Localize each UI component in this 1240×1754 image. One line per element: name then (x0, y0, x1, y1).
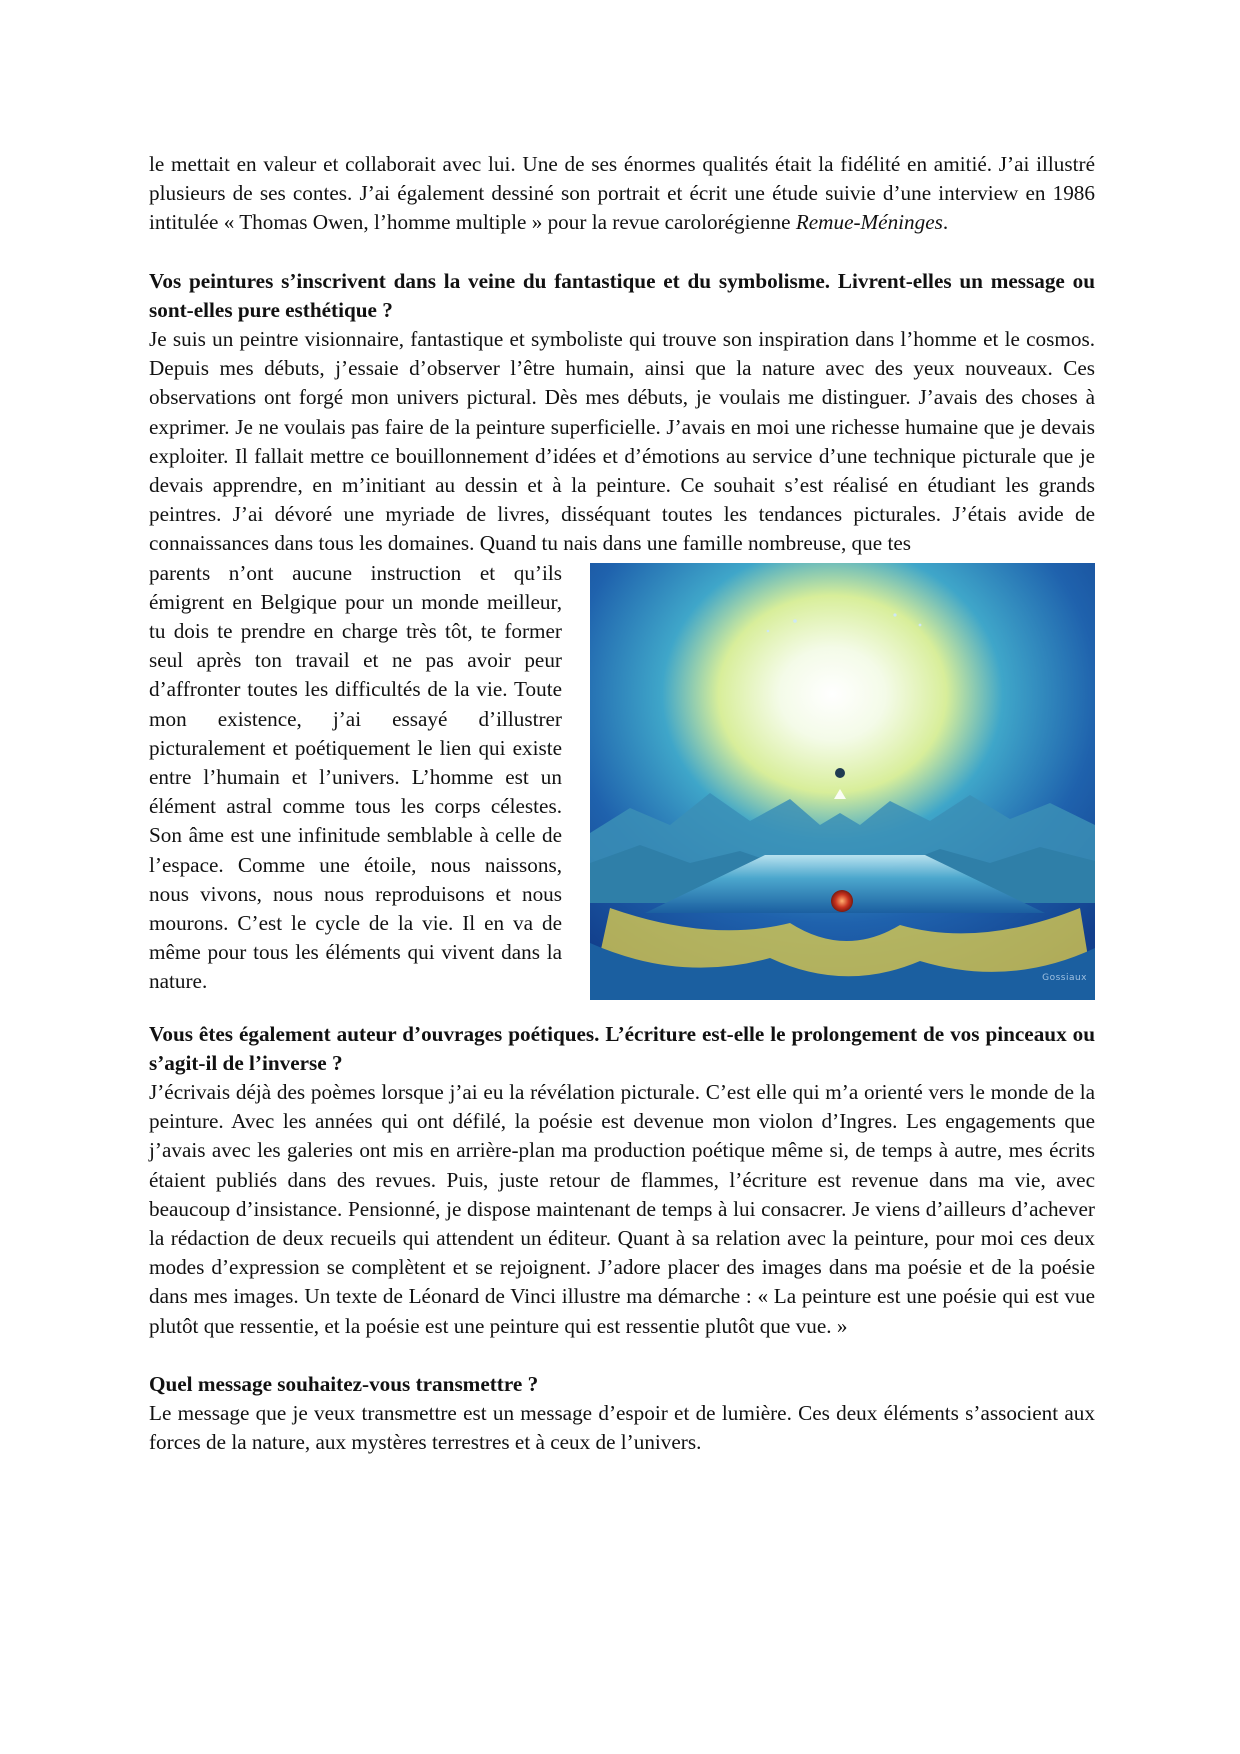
answer-poetry: J’écrivais déjà des poèmes lorsque j’ai eu la révélation picturale. C’est elle qui m’a orienté vers le monde de la peinture. Avec les années qui ont défilé, la poésie est devenue mon violon d’Ingres. Les engagements que j’avais avec les galeries ont mis en arrière-plan ma production poétique même si, de temps à autre, mes écrits étaient publiés dans des revues. Puis, juste retour de flammes, l’écriture est revenue dans ma vie, avec beaucoup d’insistance. Pensionné, je dispose maintenant de temps à lui consacrer. Je viens d’ailleurs d’achever la rédaction de deux recueils qui attendent un éditeur. Quant à sa relation avec la peinture, pour moi ces deux modes d’expression se complètent et se rejoignent. J’adore placer des images dans ma poésie et de la poésie dans mes images. Un texte de Léonard de Vinci illustre ma démarche : « La peinture est une poésie qui est vue plutôt que ressentie, et la poésie est une peinture qui est ressentie plutôt que vue. » (149, 1080, 1095, 1338)
journal-title: Remue-Méninges (795, 210, 943, 235)
star (767, 629, 770, 632)
answer-paintings-top: Je suis un peintre visionnaire, fantastique et symboliste qui trouve son inspiration dans l’homme et le cosmos. Depuis mes débuts, j’essaie d’observer l’être humain, ainsi que la nature avec des yeux nouveaux. Ces observations ont forgé mon univers pictural. Dès mes débuts, je voulais me distinguer. J’avais des choses à exprimer. Je ne voulais pas faire de la peinture superficielle. J’avais en moi une richesse humaine que je devais exploiter. Il fallait mettre ce bouillonnement d’idées et d’émotions au service d’une technique picturale que je devais apprendre, en m’initiant au dessin et à la peinture. Ce souhait s’est réalisé en étudiant les grands peintres. J’ai dévoré une myriade de livres, disséquant toutes les tendances picturales. J’étais avide de connaissances dans tous les domaines. Quand tu nais dans une famille nombreuse, que tes (149, 327, 1095, 556)
floating-sphere (835, 768, 845, 778)
star (793, 619, 797, 623)
question-message: Quel message souhaitez-vous transmettre ? (149, 1371, 539, 1396)
question-paintings: Vos peintures s’inscrivent dans la veine du fantastique et du symbolisme. Livrent-elles un message ou sont-elles pure esthétique ? (149, 268, 1095, 322)
red-sun (831, 890, 853, 912)
star (893, 613, 896, 616)
spacer (149, 238, 1095, 267)
painting-signature: Gossiaux (1042, 973, 1087, 984)
spacer (149, 1006, 1095, 1020)
answer-message: Le message que je veux transmettre est un message d’espoir et de lumière. Ces deux éléments s’associent aux forces de la nature, aux mystères terrestres et à ceux de l’univers. (149, 1401, 1095, 1455)
question-poetry: Vous êtes également auteur d’ouvrages poétiques. L’écriture est-elle le prolongement de vos pinceaux ou s’agit-il de l’inverse ? (149, 1021, 1095, 1075)
intro-paragraph (149, 150, 1095, 238)
painting-image (590, 563, 1095, 1000)
intro-text: le mettait en valeur et collaborait avec lui. Une de ses énormes qualités était la fidélité en amitié. J’ai illustré plusieurs de ses contes. J’ai également dessiné son portrait et écrit une étude suivie d’une interview en 1986 intitulée « Thomas Owen, l’homme multiple » pour la revue carolorégienne (149, 152, 1095, 235)
document-page (149, 150, 1095, 1457)
answer-paintings-wrap: parents n’ont aucune instruction et qu’ils émigrent en Belgique pour un monde meilleur, tu dois te prendre en charge très tôt, te former seul après ton travail et ne pas avoir peur d’affronter toutes les difficultés de la vie. Toute mon existence, j’ai essayé d’illustrer picturalement et poétiquement le lien qui existe entre l’humain et l’univers. L’homme est un élément astral comme tous les corps célestes. Son âme est une infinitude semblable à celle de l’espace. Comme une étoile, nous naissons, nous vivons, nous nous reproduisons et nous mourons. C’est le cycle de la vie. Il en va de même pour tous les éléments qui vivent dans la nature. (149, 560, 562, 994)
spacer (149, 1341, 1095, 1370)
painting-artwork (590, 563, 1095, 1000)
intro-end: . (942, 210, 949, 235)
star (919, 623, 922, 626)
